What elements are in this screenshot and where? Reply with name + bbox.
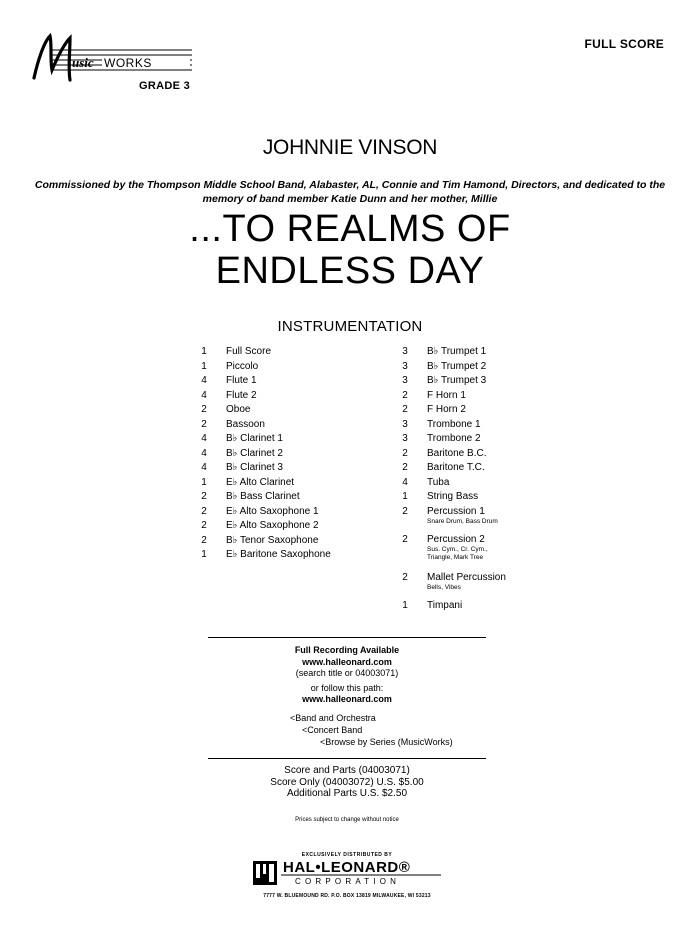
top-divider — [208, 637, 486, 638]
instrument-qty: 2 — [402, 505, 408, 517]
instrument-subtitle-line: Triangle, Mark Tree — [427, 553, 484, 561]
instrument-qty: 2 — [402, 462, 408, 473]
distributor-sub: CORPORATION — [295, 877, 401, 886]
path-step: <Band and Orchestra — [290, 713, 376, 723]
instrument-name: B♭ Trumpet 2 — [427, 360, 487, 372]
composer-name: JOHNNIE VINSON — [262, 136, 438, 159]
instrument-qty: 4 — [201, 433, 207, 444]
instrument-name: Timpani — [427, 599, 463, 611]
instrument-name: Percussion 2 — [427, 533, 485, 545]
recording-info — [208, 645, 486, 706]
title-line-2: ENDLESS DAY — [215, 250, 485, 292]
instrument-qty: 2 — [402, 447, 408, 459]
instrument-name: F Horn 1 — [427, 389, 466, 401]
instrument-qty: 2 — [201, 404, 207, 415]
instrument-name: B♭ Clarinet 2 — [226, 447, 283, 459]
instrument-name: Trombone 2 — [427, 433, 481, 444]
recording-url[interactable]: www.halleonard.com — [302, 656, 392, 667]
middle-divider — [208, 758, 486, 759]
hal-leonard-logo — [253, 858, 443, 888]
distributor-name: HAL•LEONARD® — [283, 859, 411, 876]
score-type-label: FULL SCORE — [584, 37, 664, 51]
instrument-row — [398, 572, 598, 600]
instrument-name: Bassoon — [226, 418, 265, 430]
instrument-name: Percussion 1 — [427, 505, 485, 517]
instrument-name: Mallet Percussion — [427, 571, 506, 583]
instrument-qty: 3 — [402, 375, 408, 386]
instrument-name: B♭ Trumpet 1 — [427, 346, 487, 357]
instrument-qty: 4 — [201, 375, 207, 386]
instrument-row — [197, 346, 397, 361]
instrument-name: E♭ Alto Saxophone 2 — [226, 520, 319, 531]
instrument-row — [398, 419, 598, 434]
recording-heading: Full Recording Available — [294, 645, 400, 655]
instrumentation-heading: INSTRUMENTATION — [277, 318, 423, 335]
instrument-name: F Horn 2 — [427, 404, 466, 415]
instrument-name: Piccolo — [226, 360, 259, 372]
grade-label: GRADE 3 — [139, 80, 190, 92]
instrument-row — [197, 535, 397, 550]
instrument-name: Flute 2 — [226, 389, 257, 401]
instrument-name: String Bass — [427, 491, 479, 502]
instrument-name: Baritone T.C. — [427, 462, 485, 473]
instrument-qty: 1 — [402, 599, 408, 611]
instrument-subtitle-line: Sus. Cym., Cr. Cym., — [427, 545, 488, 553]
instrument-row — [197, 506, 397, 521]
instrument-name: E♭ Alto Saxophone 1 — [226, 505, 319, 517]
instrument-qty: 2 — [402, 404, 408, 415]
instrument-qty: 2 — [201, 534, 207, 546]
instrument-subtitle — [427, 546, 488, 562]
recording-follow-text: or follow this path: — [310, 682, 384, 693]
instrument-row — [197, 404, 397, 419]
instrument-qty: 4 — [201, 447, 207, 459]
instrumentation-left-column — [197, 346, 397, 564]
instrument-name: Trombone 1 — [427, 418, 481, 430]
instrument-qty: 2 — [402, 389, 408, 401]
instrument-name: Baritone B.C. — [427, 447, 487, 459]
instrument-row — [197, 549, 397, 564]
instrument-row — [398, 477, 598, 492]
instrument-qty: 4 — [201, 462, 207, 473]
instrument-row — [197, 419, 397, 434]
instrumentation-right-column — [398, 346, 598, 614]
instrument-name: B♭ Clarinet 1 — [226, 433, 283, 444]
instrument-qty: 2 — [201, 491, 207, 502]
instrument-name: Flute 1 — [226, 375, 257, 386]
distributor-label: EXCLUSIVELY DISTRIBUTED BY — [301, 852, 393, 858]
instrument-row — [398, 361, 598, 376]
instrument-qty: 1 — [201, 360, 207, 372]
instrument-subtitle: Bells, Vibes — [427, 583, 461, 591]
instrument-qty: 2 — [201, 505, 207, 517]
instrument-qty: 2 — [201, 520, 207, 531]
instrument-name: E♭ Baritone Saxophone — [226, 549, 331, 560]
instrument-row — [398, 346, 598, 361]
instrument-row — [398, 433, 598, 448]
instrument-name: E♭ Alto Clarinet — [226, 476, 295, 488]
instrument-qty: 4 — [201, 389, 207, 401]
instrument-row — [197, 361, 397, 376]
piece-title — [0, 208, 700, 292]
price-line: Score Only (04003072) U.S. $5.00 — [270, 776, 424, 788]
instrument-qty: 2 — [201, 418, 207, 430]
instrument-row — [398, 491, 598, 506]
instrument-qty: 3 — [402, 418, 408, 430]
path-step: <Browse by Series (MusicWorks) — [320, 737, 453, 747]
instrument-row — [398, 534, 598, 572]
price-line: Additional Parts U.S. $2.50 — [286, 788, 408, 799]
instrument-row — [197, 448, 397, 463]
instrument-name: Full Score — [226, 346, 272, 357]
instrument-row — [398, 462, 598, 477]
instrument-row — [398, 375, 598, 390]
instrument-name: B♭ Bass Clarinet — [226, 491, 300, 502]
svg-text:WORKS: WORKS — [104, 56, 152, 70]
instrument-qty: 3 — [402, 346, 408, 357]
distributor-address: 7777 W. BLUEMOUND RD. P.O. BOX 13819 MILWAUKEE, WI 53213 — [263, 893, 431, 899]
browse-path — [290, 712, 453, 748]
instrument-qty: 1 — [402, 491, 408, 502]
pricing-info — [208, 765, 486, 800]
instrument-qty: 1 — [201, 549, 207, 560]
instrument-qty: 1 — [201, 476, 207, 488]
path-step: <Concert Band — [302, 725, 363, 735]
instrument-qty: 1 — [201, 346, 207, 357]
recording-search-hint: (search title or 04003071) — [295, 668, 399, 678]
instrument-row — [197, 375, 397, 390]
instrument-row — [197, 520, 397, 535]
instrument-row — [197, 390, 397, 405]
svg-text:usic: usic — [72, 55, 94, 70]
dedication-text: Commissioned by the Thompson Middle School Band, Alabaster, AL, Connie and Tim Hamond, Directors, and dedicated to the memory of band member Katie Dunn and her mother, Millie — [34, 179, 666, 205]
instrument-qty: 4 — [402, 476, 408, 488]
instrument-qty: 2 — [402, 571, 408, 583]
instrument-name: Tuba — [427, 476, 450, 488]
instrument-subtitle: Snare Drum, Bass Drum — [427, 517, 498, 525]
instrument-row — [398, 600, 598, 615]
instrument-qty: 3 — [402, 360, 408, 372]
instrument-row — [197, 491, 397, 506]
instrument-row — [398, 448, 598, 463]
title-line-1: ...TO REALMS OF — [189, 208, 511, 250]
instrument-row — [197, 477, 397, 492]
instrument-row — [398, 506, 598, 534]
instrument-name: B♭ Tenor Saxophone — [226, 534, 319, 546]
instrument-row — [197, 462, 397, 477]
instrument-row — [398, 404, 598, 419]
instrument-qty: 2 — [402, 533, 408, 545]
price-line: Score and Parts (04003071) — [284, 765, 410, 776]
instrument-row — [197, 433, 397, 448]
price-notice: Prices subject to change without notice — [295, 817, 399, 823]
instrument-name: B♭ Clarinet 3 — [226, 462, 283, 473]
instrument-row — [398, 390, 598, 405]
instrument-name: Oboe — [226, 404, 251, 415]
instrument-qty: 3 — [402, 433, 408, 444]
instrument-name: B♭ Trumpet 3 — [427, 375, 487, 386]
recording-url-2[interactable]: www.halleonard.com — [302, 694, 392, 704]
